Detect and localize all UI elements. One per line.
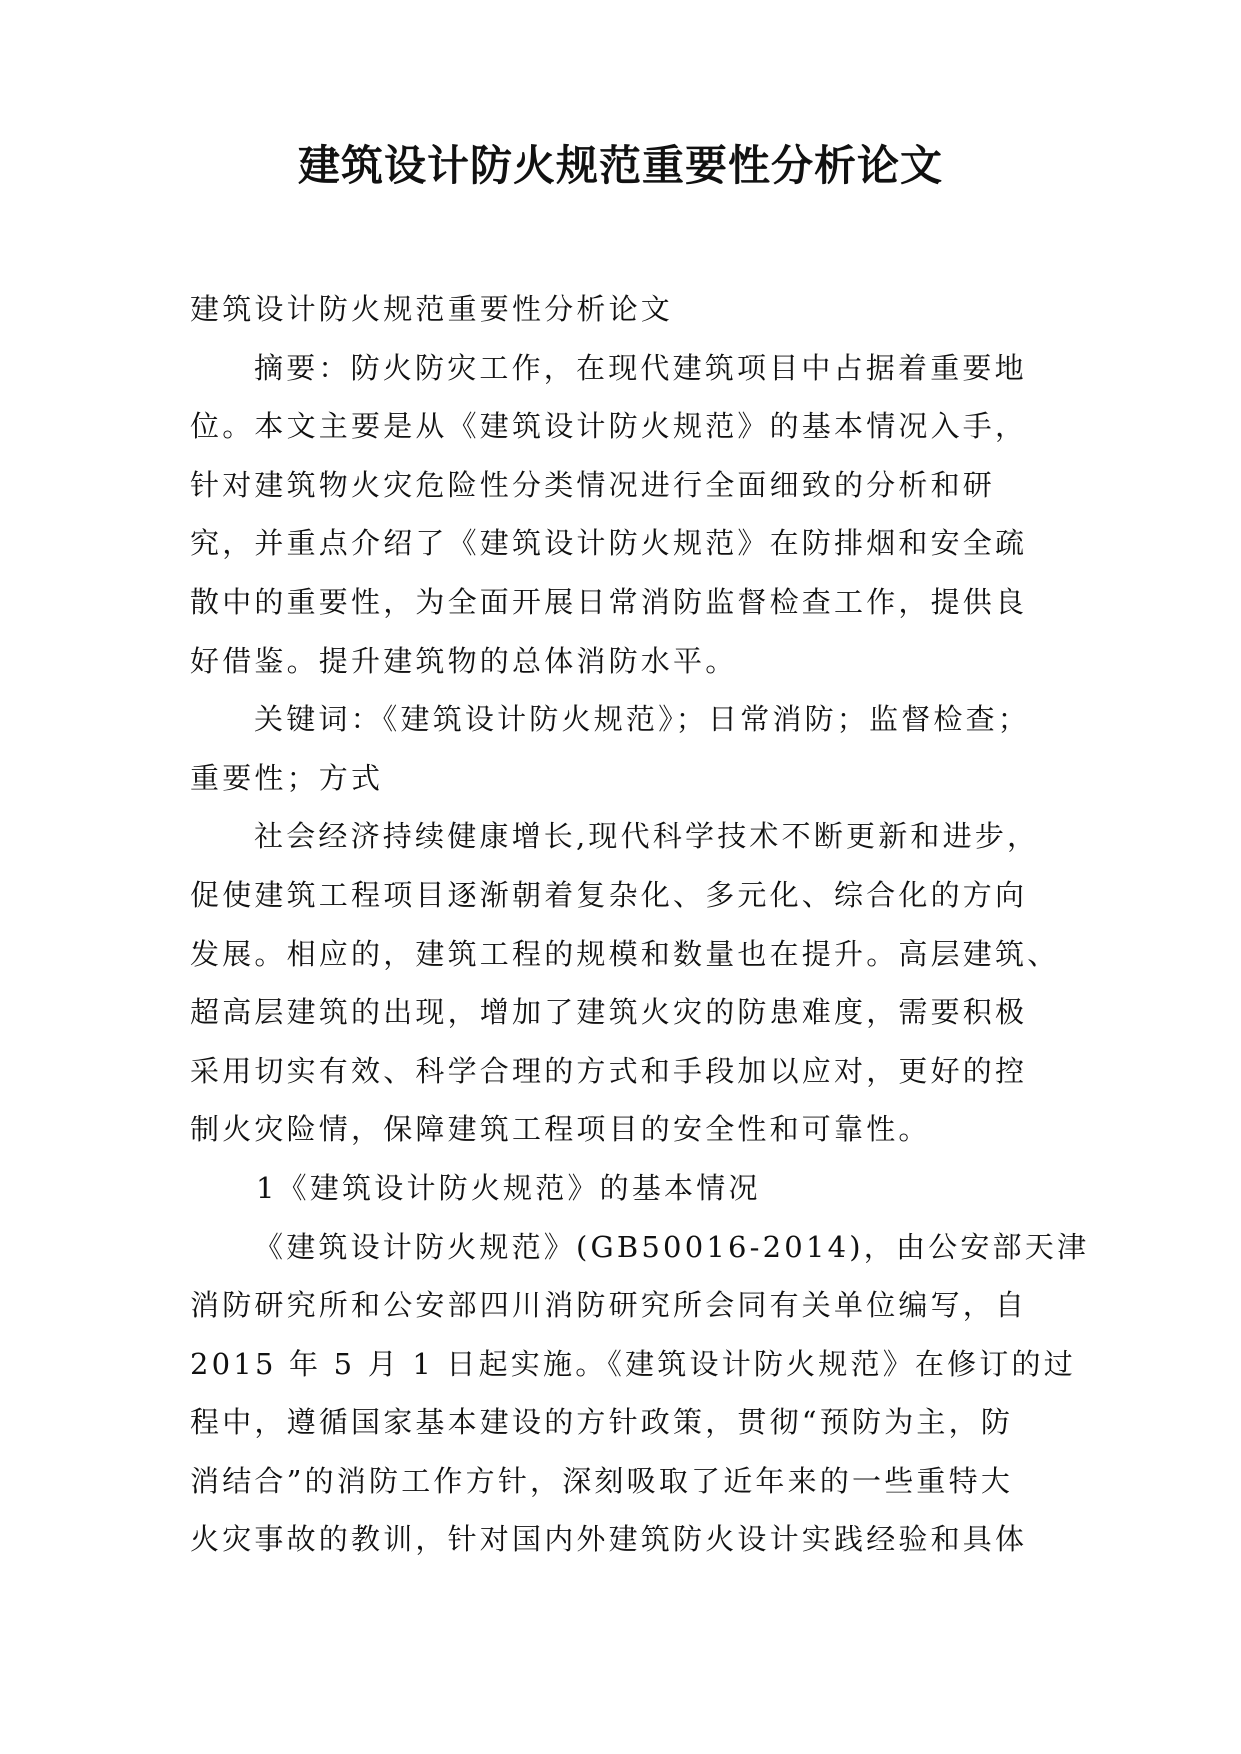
body-line: 《建筑设计防火规范》(GB50016-2014)，由公安部天津 <box>254 1229 1090 1264</box>
abstract-line: 散中的重要性，为全面开展日常消防监督检查工作，提供良 <box>190 584 1028 619</box>
body-line: 社会经济持续健康增长,现代科学技术不断更新和进步， <box>254 819 1040 854</box>
abstract-line: 位。本文主要是从《建筑设计防火规范》的基本情况入手， <box>190 409 1028 444</box>
body-line: 超高层建筑的出现，增加了建筑火灾的防患难度，需要积极 <box>190 995 1028 1030</box>
body-line: 火灾事故的教训，针对国内外建筑防火设计实践经验和具体 <box>190 1522 1028 1557</box>
abstract-line: 针对建筑物火灾危险性分类情况进行全面细致的分析和研 <box>190 467 996 502</box>
body-line: 促使建筑工程项目逐渐朝着复杂化、多元化、综合化的方向 <box>190 877 1028 912</box>
abstract-line: 好借鉴。提升建筑物的总体消防水平。 <box>190 643 738 678</box>
body-line: 程中，遵循国家基本建设的方针政策，贯彻“预防为主，防 <box>190 1405 1014 1440</box>
keywords-line: 重要性；方式 <box>190 760 384 795</box>
body-line: 2015 年 5 月 1 日起实施。《建筑设计防火规范》在修订的过 <box>190 1346 1076 1381</box>
body-line: 制火灾险情，保障建筑工程项目的安全性和可靠性。 <box>190 1112 931 1147</box>
body-line: 消结合”的消防工作方针，深刻吸取了近年来的一些重特大 <box>190 1463 1014 1498</box>
abstract-line: 摘要：防火防灾工作，在现代建筑项目中占据着重要地 <box>254 350 1027 385</box>
body-line: 采用切实有效、科学合理的方式和手段加以应对，更好的控 <box>190 1053 1028 1088</box>
keywords-line: 关键词：《建筑设计防火规范》；日常消防；监督检查； <box>254 702 1031 737</box>
body-line: 发展。相应的，建筑工程的规模和数量也在提升。高层建筑、 <box>190 936 1060 971</box>
page-title: 建筑设计防火规范重要性分析论文 <box>297 141 943 190</box>
subtitle-line: 建筑设计防火规范重要性分析论文 <box>190 292 674 326</box>
document-body <box>190 290 1090 1579</box>
abstract-line: 究，并重点介绍了《建筑设计防火规范》在防排烟和安全疏 <box>190 526 1028 561</box>
body-line: 消防研究所和公安部四川消防研究所会同有关单位编写，自 <box>190 1288 1028 1323</box>
section-heading: 1《建筑设计防火规范》的基本情况 <box>256 1170 761 1205</box>
